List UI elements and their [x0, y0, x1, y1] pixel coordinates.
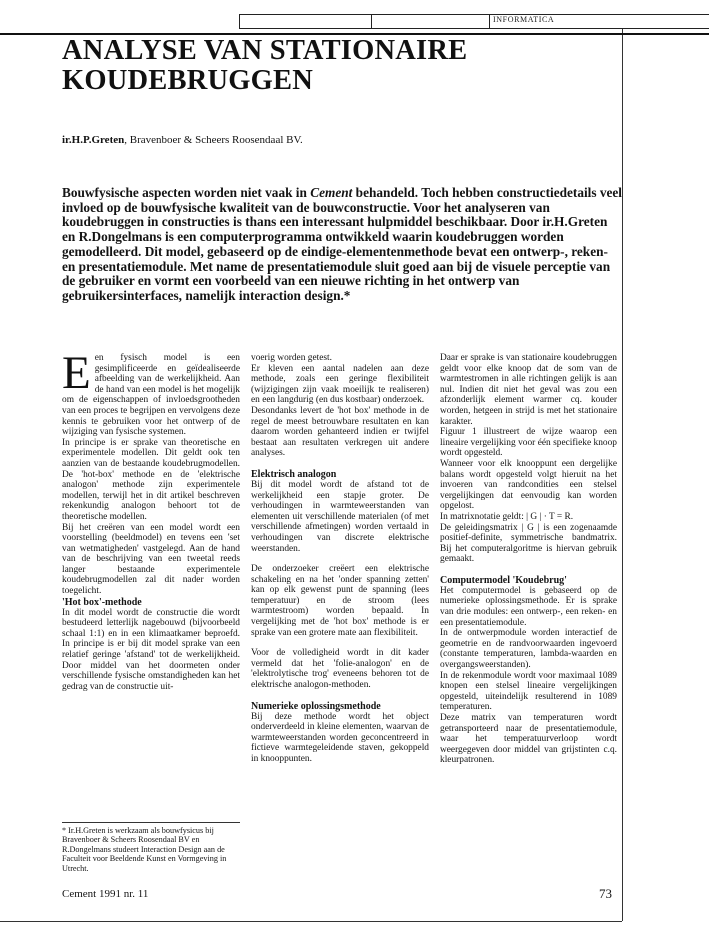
body-paragraph: In principe is er sprake van theoretische en experimentele modellen. Dit geldt ook ten aanzien van de bestaande koudebrugmodellen. De 'hot-box' methode en de 'elektrische analogon' methode zijn experimentele modellen, terwijl het in dit artikel beschreven rekenkundig analogon behoort tot de theoretische modellen. [62, 437, 240, 522]
header-divider [371, 14, 372, 29]
body-paragraph: Desondanks levert de 'hot box' methode in de regel de meest betrouwbare resultaten en kan daarom worden gehanteerd indien er twijfel bestaat aan resultaten verkregen uit andere analyses. [251, 405, 429, 459]
body-paragraph: Het computermodel is gebaseerd op de numerieke oplossingsmethode. Er is sprake van drie modules: een ontwerp-, een reken- en een presentatiemodule. [440, 585, 617, 628]
section-heading: 'Hot box'-methode [62, 596, 142, 608]
body-paragraph: Figuur 1 illustreert de wijze waarop een lineaire vergelijking voor één specifieke knoop wordt opgesteld. [440, 427, 617, 459]
section-heading: Computermodel 'Koudebrug' [440, 574, 567, 586]
article-title: ANALYSE VAN STATIONAIRE KOUDEBRUGGEN [62, 35, 468, 96]
text-column-1 [62, 347, 240, 692]
header-boxes [239, 14, 709, 29]
page-number: 73 [599, 886, 612, 901]
header-divider [489, 14, 490, 29]
journal-issue: Cement 1991 nr. 11 [62, 888, 149, 900]
text-column-2 [251, 353, 429, 765]
body-paragraph: Bij het creëren van een model wordt een voorstelling (beeldmodel) en tevens een 'set van wetmatigheden' vastgelegd. Aan de hand van de beschrijving van een tweetal reeds langer bestaande experimentele koudebrugmodellen zal dit nader worden toegelicht. [62, 522, 240, 597]
lead-paragraph [62, 186, 622, 304]
author-line [62, 134, 303, 146]
lead-text: Bouwfysische aspecten worden niet vaak in [62, 185, 311, 200]
section-heading: Numerieke oplossingsmethode [251, 700, 381, 712]
body-paragraph: De onderzoeker creëert een elektrische schakeling en na het 'onder spanning zetten' kan op elk gewenst punt de spanning (lees temperatuur) en de stroom (lees warmtestroom) worden bepaald. In vergelijking met de 'hot box' methode is er sprake van een grotere mate aan flexibiliteit. [251, 564, 429, 638]
footnote-rule [62, 822, 240, 823]
body-paragraph: Daar er sprake is van stationaire koudebruggen geldt voor elke knoop dat de som van de warmtestromen in alle richtingen gelijk is aan nul. Indien dit niet het geval was zou een afzonderlijk element warmer cq. kouder worden, hetgeen in strijd is met het stationaire karakter. [440, 353, 617, 427]
body-paragraph: Bij dit model wordt de afstand tot de werkelijkheid een stapje groter. De verhoudingen in warmteweerstanden van elementen uit verschillende materialen (of met verschillende afmetingen) worden vertaald in verhoudingen van discrete elektrische weerstanden. [251, 479, 429, 554]
body-paragraph: De geleidingsmatrix | G | is een zogenaamde positief-definite, symmetrische bandmatrix. Bij het computeralgoritme is hiervan gebruik gemaakt. [440, 522, 617, 565]
body-paragraph [62, 347, 240, 438]
section-label: INFORMATICA [493, 15, 555, 24]
body-paragraph: voerig worden getest. [251, 353, 332, 363]
body-paragraph: Er kleven een aantal nadelen aan deze methode, zoals een geringe flexibiliteit (wijzigingen zijn vaak moeilijk te realiseren) en een langdurig (en dus kostbaar) onderzoek. [251, 363, 429, 406]
body-paragraph: In de ontwerpmodule worden interactief de geometrie en de randvoorwaarden ingevoerd (constante temperaturen, lambda-waarden en overgangsweerstanden). [440, 628, 617, 671]
matrix-equation: In matrixnotatie geldt: | G | · T = R. [440, 511, 574, 522]
right-margin-rule [622, 29, 623, 921]
footnote: * Ir.H.Greten is werkzaam als bouwfysicus bij Bravenboer & Scheers Roosendaal BV en R.Dongelmans studeert Interaction Design aan de Faculteit voor Beeldende Kunst en Vormgeving in Utrecht. [62, 826, 227, 873]
body-paragraph: Deze matrix van temperaturen wordt getransporteerd naar de presentatiemodule, waar het temperatuurverloop wordt weergegeven door middel van grijstinten c.q. kleurpatronen. [440, 713, 617, 766]
body-paragraph: In dit model wordt de constructie die wordt bestudeerd letterlijk nagebouwd (bijvoorbeeld schaal 1:1) en in een klimaatkamer beproefd. In principe is er bij dit model sprake van een relatief geringe 'afstand' tot de werkelijkheid. Door middel van het doormeten onder verschillende fysische omstandigheden kan het gedrag van de constructie uit- [62, 607, 240, 692]
lead-text: behandeld. Toch hebben constructiedetails veel invloed op de bouwfysische kwaliteit van de bouwconstructie. Voor het analyseren van koudebruggen in constructies is thans een interessant hulpmiddel beschikbaar. Door ir.H.Greten en R.Dongelmans is een computerprogramma ontwikkeld waarin koudebruggen worden gemodelleerd. Dit model, gebaseerd op de eindige-elementenmethode bevat een ontwerp-, reken- en presentatiemodule. Met name de presentatiemodule sluit goed aan bij de visuele perceptie van de gebruiker en vormt een voorbeeld van een nieuwe richting in het ontwerp van gebruikersinterfaces, namelijk interaction design.* [62, 185, 623, 303]
body-paragraph: Wanneer voor elk knooppunt een dergelijke balans wordt opgesteld volgt hieruit na het invoeren van randcondities een stelsel vergelijkingen dat eenvoudig kan worden opgelost. [440, 458, 617, 512]
body-text: en fysisch model is een gesimplificeerde en geïdealiseerde afbeelding van de werkelijkheid. Aan de hand van een model is het mogelijk om de eigenschappen of invloedsgrootheden van een proces te begrijpen en vervolgens deze kennis te gebruiken voor het ontwerp of de wijziging van fysische systemen. [62, 353, 240, 438]
bottom-rule [0, 921, 622, 922]
lead-italic: Cement [310, 185, 353, 200]
section-heading: Elektrisch analogon [251, 468, 337, 480]
body-paragraph: In de rekenmodule wordt voor maximaal 1089 knopen een stelsel lineaire vergelijkingen opgesteld, uiteindelijk resulterend in 1089 temperaturen. [440, 670, 617, 713]
text-column-3 [440, 353, 617, 766]
body-paragraph: Bij deze methode wordt het object onderverdeeld in kleine elementen, waarvan de warmteweerstanden worden geconcentreerd in fictieve warmtegeleidende staven, gekoppeld in knooppunten. [251, 711, 429, 764]
author-name: ir.H.P.Greten [62, 134, 125, 146]
body-paragraph: Voor de volledigheid wordt in dit kader vermeld dat het 'folie-analogon' en de 'elektrolytische trog' eveneens behoren tot de elektrische analogon-methoden. [251, 648, 429, 691]
author-affiliation: , Bravenboer & Scheers Roosendaal BV. [124, 134, 303, 146]
drop-cap: E [62, 347, 91, 399]
